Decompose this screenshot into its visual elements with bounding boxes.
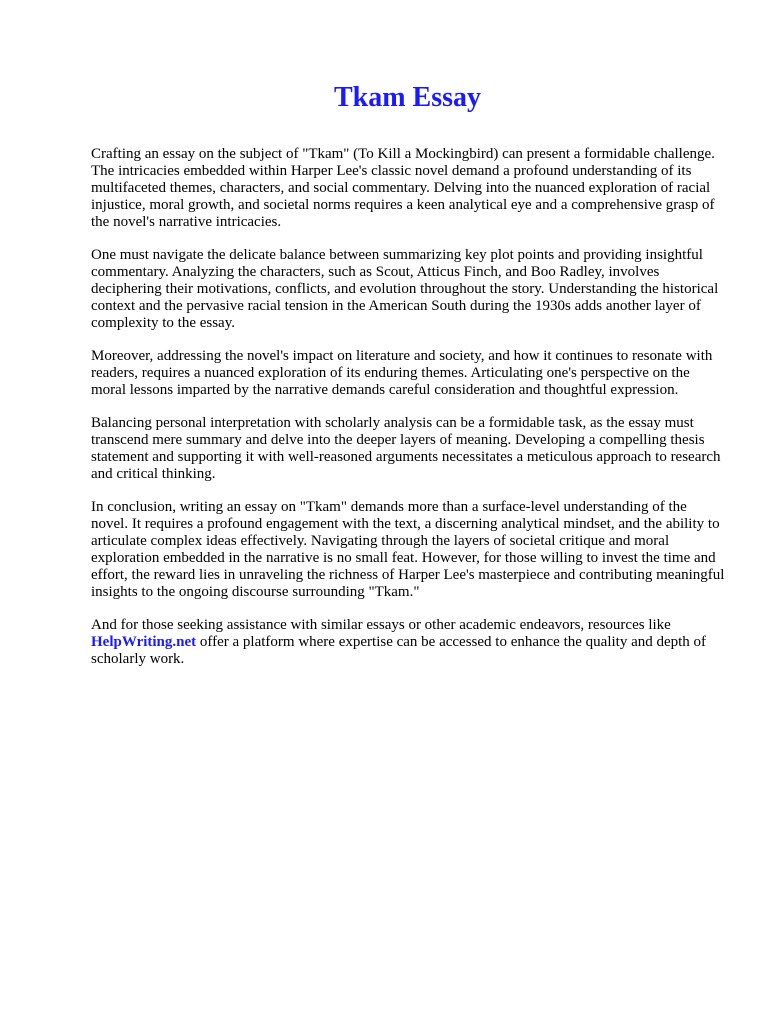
closing-text-after: offer a platform where expertise can be accessed to enhance the quality and depth of scholarly work. [91, 634, 707, 667]
paragraph-2: One must navigate the delicate balance between summarizing key plot points and providing insightful commentary. Analyzing the characters, such as Scout, Atticus Finch, and Boo Radley, involves deciphering their motivations, conflicts, and evolution throughout the story. Understanding the historical context and the pervasive racial tension in the American South during the 1930s adds another layer of complexity to the essay. [91, 247, 719, 331]
document-body [91, 146, 727, 684]
document-title: Tkam Essay [333, 82, 482, 113]
closing-paragraph [91, 617, 727, 668]
paragraph-5: In conclusion, writing an essay on "Tkam" demands more than a surface-level understanding of the novel. It requires a profound engagement with the text, a discerning analytical mindset, and the ability to articulate complex ideas effectively. Navigating through the layers of societal critique and moral exploration embedded in the narrative is no small feat. However, for those willing to invest the time and effort, the reward lies in unraveling the richness of Harper Lee's masterpiece and contributing meaningful insights to the ongoing discourse surrounding "Tkam." [91, 499, 725, 600]
helpwriting-link[interactable]: HelpWriting.net [91, 634, 197, 650]
paragraph-1: Crafting an essay on the subject of "Tkam" (To Kill a Mockingbird) can present a formidable challenge. The intricacies embedded within Harper Lee's classic novel demand a profound understanding of its multifaceted themes, characters, and social commentary. Delving into the nuanced exploration of racial injustice, moral growth, and societal norms requires a keen analytical eye and a comprehensive grasp of the novel's narrative intricacies. [91, 146, 715, 230]
paragraph-3: Moreover, addressing the novel's impact on literature and society, and how it continues to resonate with readers, requires a nuanced exploration of its enduring themes. Articulating one's perspective on the moral lessons imparted by the narrative demands careful consideration and thoughtful expression. [91, 348, 713, 398]
paragraph-4: Balancing personal interpretation with scholarly analysis can be a formidable task, as the essay must transcend mere summary and delve into the deeper layers of meaning. Developing a compelling thesis statement and supporting it with well-reasoned arguments necessitates a meticulous approach to research and critical thinking. [91, 415, 721, 482]
closing-text-before: And for those seeking assistance with similar essays or other academic endeavors, resources like [91, 617, 671, 633]
